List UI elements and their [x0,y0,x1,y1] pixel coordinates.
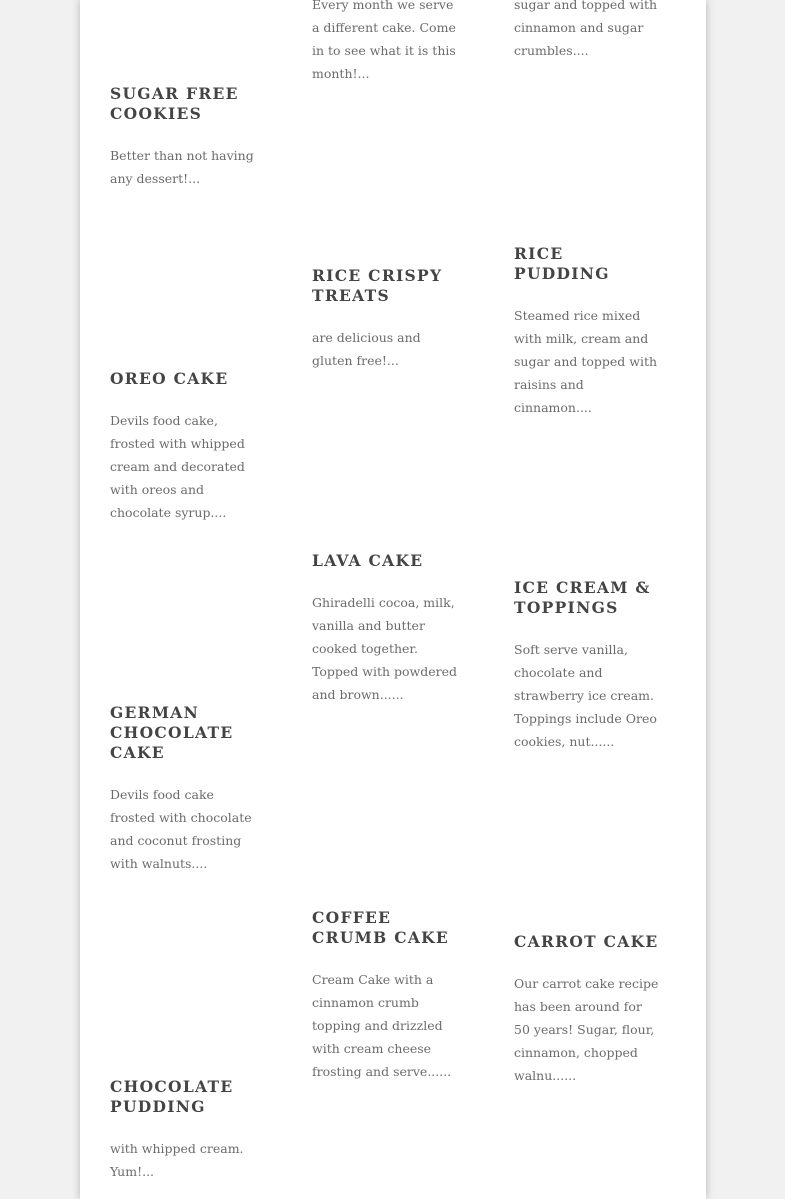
item-title[interactable]: SUGAR FREE COOKIES [110,84,239,123]
item-description: Cream Cake with a cinnamon crumb topping and drizzled with cream cheese frosting and serve...... [312,972,452,1079]
item-description: Devils food cake frosted with chocolate and coconut frosting with walnuts.... [110,787,252,871]
item-description: are delicious and gluten free!... [312,330,421,368]
item-description: Devils food cake, frosted with whipped cream and decorated with oreos and chocolate syrup.... [110,413,245,520]
item-description: Every month we serve a different cake. Come in to see what it is this month!... [312,0,456,81]
menu-item-rice-crispy-treats[interactable] [312,266,457,372]
menu-item-oreo-cake[interactable] [110,369,255,524]
item-description: with whipped cream. Yum!... [110,1141,244,1179]
menu-item-sugar-free-cookies[interactable] [110,84,255,190]
item-title[interactable]: RICE PUDDING [514,244,610,283]
item-title[interactable]: COFFEE CRUMB CAKE [312,908,450,947]
menu-item-lava-cake[interactable] [312,551,457,706]
item-title[interactable]: RICE CRISPY TREATS [312,266,443,305]
menu-panel [80,0,706,1199]
menu-item-rice-pudding[interactable] [514,244,659,419]
menu-item-monthly-cake[interactable] [312,0,457,85]
item-title[interactable]: LAVA CAKE [312,551,424,570]
menu-item-ice-cream-toppings[interactable] [514,578,659,753]
item-description: Steamed rice mixed with milk, cream and sugar and topped with raisins and cinnamon.... [514,308,658,415]
item-description: Soft serve vanilla, chocolate and strawberry ice cream. Toppings include Oreo cookies, nut...... [514,642,657,749]
item-description: sugar and topped with cinnamon and sugar crumbles.... [514,0,658,58]
menu-item-carrot-cake[interactable] [514,932,659,1087]
item-description: Ghiradelli cocoa, milk, vanilla and butter cooked together. Topped with powdered and brown...... [312,595,458,702]
item-title[interactable]: ICE CREAM & TOPPINGS [514,578,651,617]
item-description: Better than not having any dessert!... [110,148,254,186]
menu-item-german-chocolate-cake[interactable] [110,703,255,875]
item-title[interactable]: CHOCOLATE PUDDING [110,1077,234,1116]
menu-item-coffee-crumb-cake[interactable] [312,908,457,1083]
item-title[interactable]: CARROT CAKE [514,932,659,951]
menu-item-chocolate-pudding[interactable] [110,1077,255,1183]
item-description: Our carrot cake recipe has been around for 50 years! Sugar, flour, cinnamon, chopped walnu...... [514,976,659,1083]
item-title[interactable]: GERMAN CHOCOLATE CAKE [110,703,234,762]
menu-item-crumble[interactable] [514,0,659,62]
item-title[interactable]: OREO CAKE [110,369,229,388]
